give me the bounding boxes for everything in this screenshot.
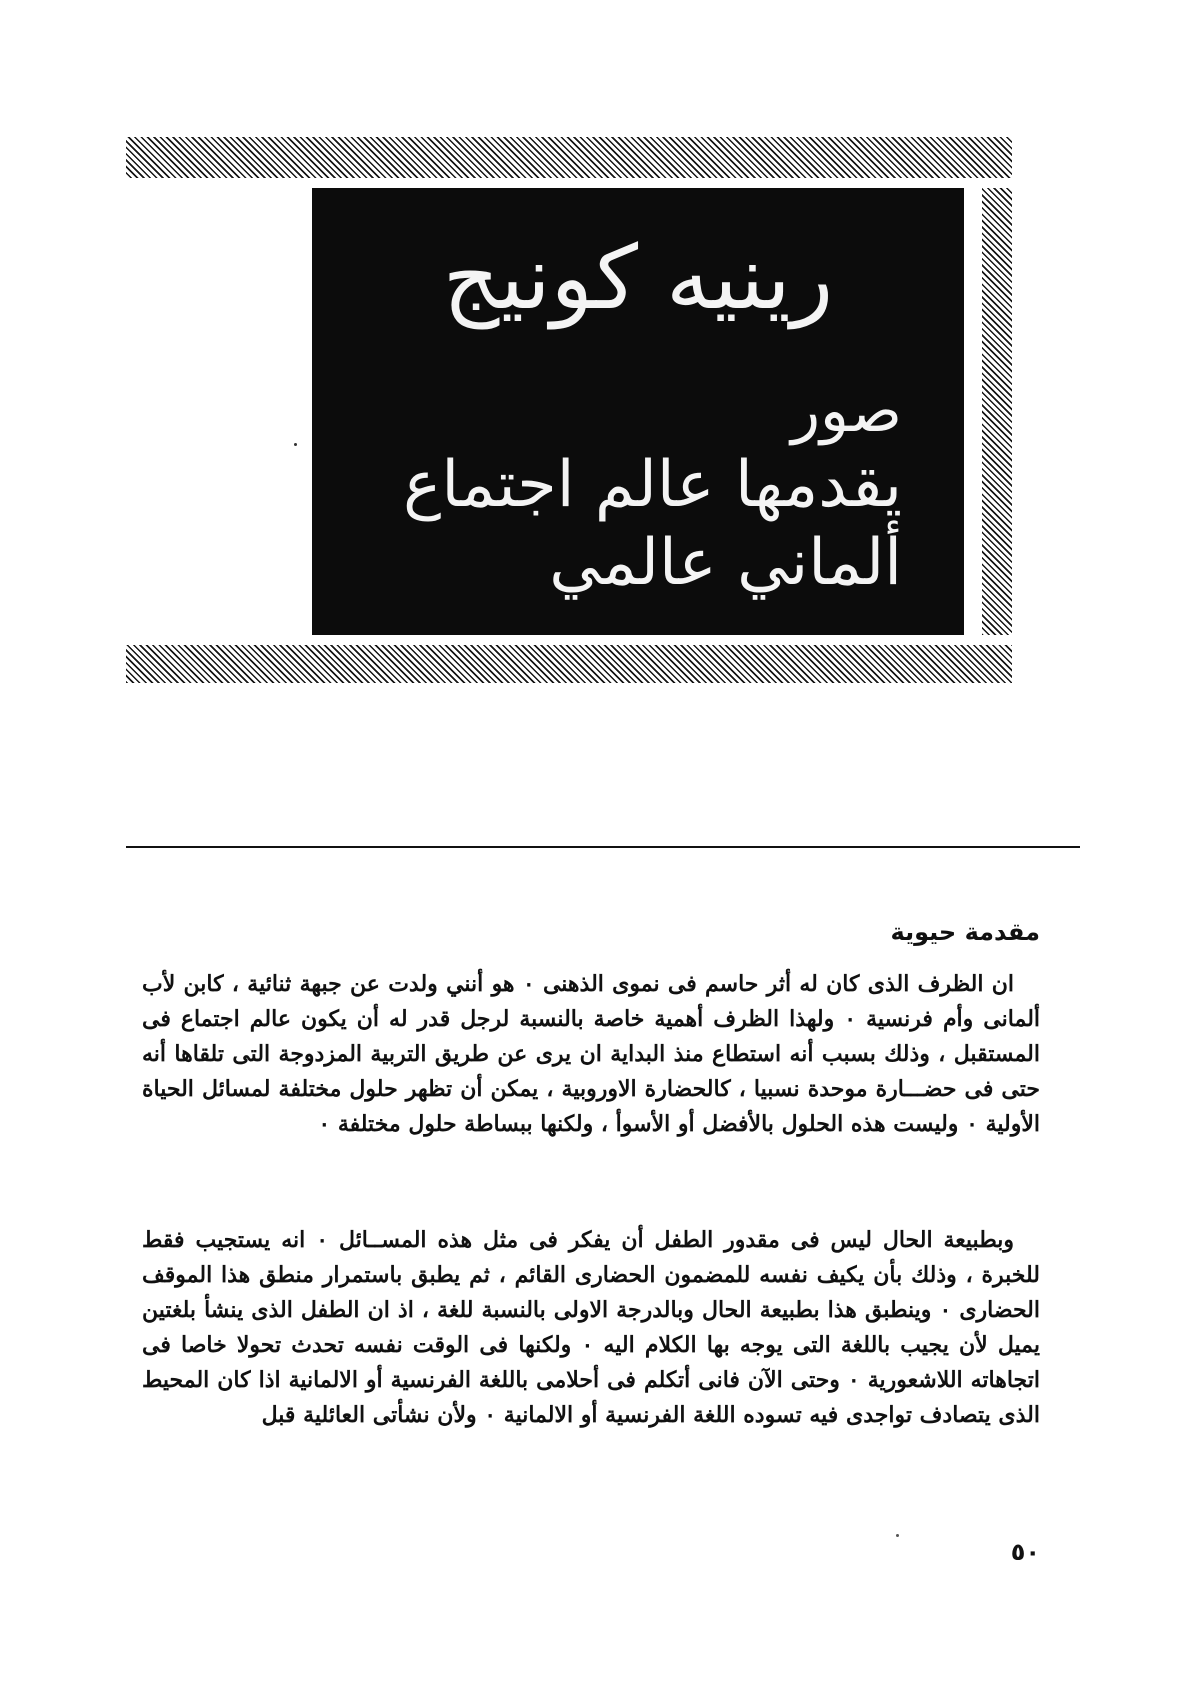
section-heading: مقدمة حيوية: [890, 918, 1040, 946]
frame-gap-top: [126, 178, 1012, 188]
frame-gap-bottom: [126, 635, 1012, 645]
stray-dot: [294, 443, 297, 446]
title-line-portraits: صور: [791, 376, 902, 446]
paragraph-2-text: وبطبيعة الحال ليس فى مقدور الطفل أن يفكر فى مثل هذه المســائل ٠ انه يستجيب فقط للخبرة ، وذلك بأن يكيف نفسه للمضمون الحضارى القائم ، ثم يطبق باستمرار منطق هذا الموقف الحضارى ٠ وينطبق هذا بطبيعة الحال وبالدرجة الاولى بالنسبة للغة ، اذ ان الطفل الذى ينشأ بلغتين يميل لأن يجيب باللغة التى يوجه بها الكلام اليه ٠ ولكنها فى الوقت نفسه تحدث تحولا خاصا فى اتجاهاته اللاشعورية ٠ وحتى الآن فانى أتكلم فى أحلامى باللغة الفرنسية أو الالمانية اذا كان المحيط الذى يتصادف تواجدى فيه تسوده اللغة الفرنسية أو الالمانية ٠ ولأن نشأتى العائلية قبل: [142, 1227, 1041, 1428]
paragraph-1: [142, 967, 1040, 1142]
author-name: رينيه كونيج: [442, 226, 834, 329]
stray-dot: [896, 1534, 899, 1537]
frame-gap-left: [126, 188, 312, 635]
title-panel: [312, 188, 964, 635]
page-number: ٥٠: [1010, 1538, 1040, 1566]
title-line-presented-by: يقدمها عالم اجتماع: [403, 448, 902, 522]
frame-gap-right: [964, 188, 982, 635]
title-line-german-scholar: ألماني عالمي: [549, 526, 902, 600]
paragraph-2: [142, 1223, 1040, 1433]
horizontal-rule: [126, 846, 1080, 848]
paragraph-1-text: ان الظرف الذى كان له أثر حاسم فى نموى الذهنى ٠ هو أنني ولدت عن جبهة ثنائية ، كابن لأب ألمانى وأم فرنسية ٠ ولهذا الظرف أهمية خاصة بالنسبة لرجل قدر له أن يكون عالم اجتماع فى المستقبل ، وذلك بسبب أنه استطاع منذ البداية ان يرى عن طريق التربية المزدوجة التى تلقاها أنه حتى فى حضـــارة موحدة نسبيا ، كالحضارة الاوروبية ، يمكن أن تظهر حلول مختلفة لمسائل الحياة الأولية ٠ وليست هذه الحلول بالأفضل أو الأسوأ ، ولكنها ببساطة حلول مختلفة ٠: [142, 971, 1041, 1137]
